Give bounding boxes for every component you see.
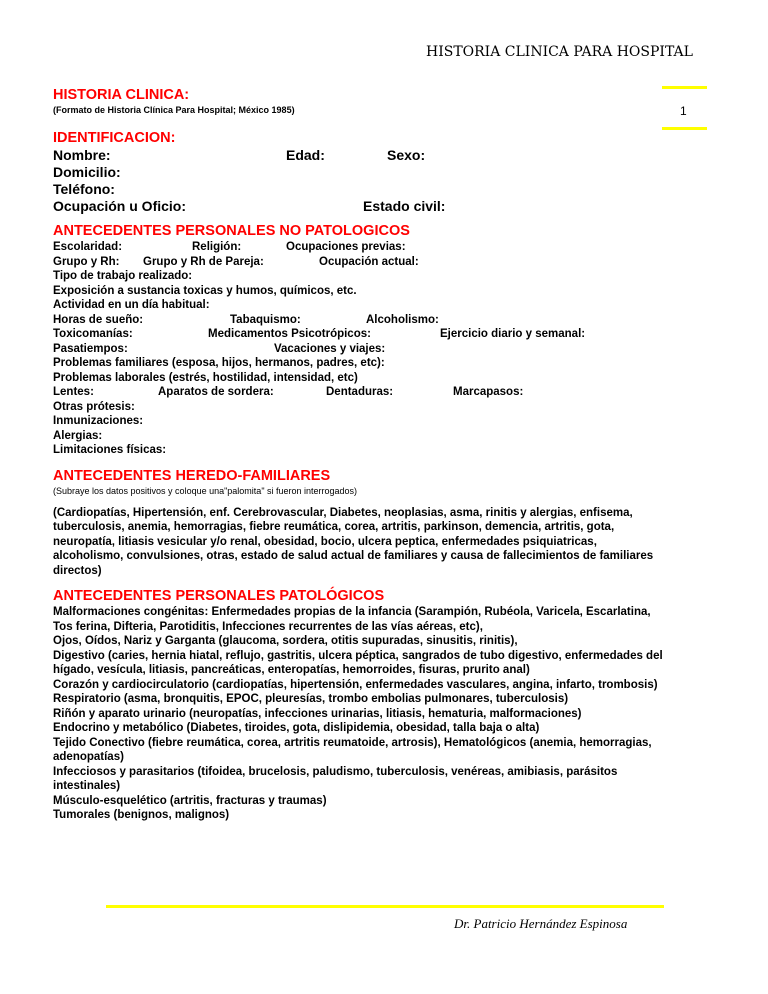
heredo-body: (Cardiopatías, Hipertensión, enf. Cerebrovascular, Diabetes, neoplasias, asma, rinitis y alergias, enfisema, tuberculosis, anemia, hemorragias, fiebre reumática, corea, artritis, parkinson, demencia, artritis, gota, neuropatía, litiasis vesicular y/o renal, obesidad, bocio, ulcera peptica, enfermedades psiquiatricas, alcoholismo, convulsiones, otras, estado de salud actual de familiares y causa de fallecimientos de familiares directos) (53, 506, 654, 577)
document-body (53, 87, 663, 823)
patologicos-item: Respiratorio (asma, bronquitis, EPOC, pleuresías, trombo embolias pulmonares, tuberculosis) (53, 693, 569, 705)
patologicos-item: Endocrino y metabólico (Diabetes, tiroides, gota, dislipidemia, obesidad, talla baja o alta) (53, 722, 540, 734)
heredo-title: ANTECEDENTES HEREDO-FAMILIARES (53, 467, 331, 484)
nombre-label: Nombre: (53, 147, 111, 163)
horas-sueno-label: Horas de sueño: (53, 313, 144, 326)
page-number: 1 (680, 104, 687, 118)
problemas-familiares-label: Problemas familiares (esposa, hijos, hermanos, padres, etc): (53, 357, 385, 369)
inmunizaciones-label: Inmunizaciones: (53, 415, 144, 427)
alergias-label: Alergias: (53, 429, 103, 442)
dentaduras-label: Dentaduras: (326, 386, 394, 398)
patologicos-item: Corazón y cardiocirculatorio (cardiopatías, hipertensión, enfermedades vasculares, angina, infarto, trombosis) (53, 678, 658, 691)
patologicos-item: Ojos, Oídos, Nariz y Garganta (glaucoma, sordera, otitis supuradas, sinusitis, rinitis), (53, 635, 518, 647)
no-patologicos-title: ANTECEDENTES PERSONALES NO PATOLOGICOS (53, 223, 410, 239)
aparatos-sordera-label: Aparatos de sordera: (158, 386, 274, 398)
np-line-escolaridad (53, 240, 663, 255)
tabaquismo-label: Tabaquismo: (230, 313, 301, 326)
patologicos-title: ANTECEDENTES PERSONALES PATOLÓGICOS (53, 588, 385, 604)
id-line-nombre (53, 147, 663, 164)
np-line-toxicomanias (53, 327, 663, 342)
alcoholismo-label: Alcoholismo: (366, 313, 439, 326)
np-line-pasatiempos (53, 342, 663, 357)
toxicomanias-label: Toxicomanías: (53, 328, 133, 340)
pasatiempos-label: Pasatiempos: (53, 342, 128, 355)
lentes-label: Lentes: (53, 386, 94, 398)
vacaciones-label: Vacaciones y viajes: (274, 342, 386, 355)
np-line-habitos (53, 313, 663, 328)
footer-accent-line (106, 905, 664, 908)
np-line-protesis (53, 385, 663, 400)
ocupacion-label: Ocupación u Oficio: (53, 198, 187, 214)
ejercicio-label: Ejercicio diario y semanal: (440, 328, 586, 340)
actividad-label: Actividad en un día habitual: (53, 299, 210, 311)
patologicos-item: Músculo-esquelético (artritis, fracturas y traumas) (53, 794, 327, 807)
id-line-ocupacion (53, 198, 663, 215)
marcapasos-label: Marcapasos: (453, 386, 524, 398)
np-line-grupo (53, 255, 663, 270)
footer-author: Dr. Patricio Hernández Espinosa (454, 916, 628, 931)
header-accent-line-bottom (662, 127, 707, 130)
historia-title: HISTORIA CLINICA: (53, 87, 190, 103)
header-accent-line-top (662, 86, 707, 89)
religion-label: Religión: (192, 241, 242, 253)
otras-protesis-label: Otras prótesis: (53, 400, 135, 413)
patologicos-item: Digestivo (caries, hernia hiatal, reflujo, gastritis, ulcera péptica, sangrados de tubo digestivo, enfermedades del hígado, vesícula, litiasis, pancreáticas, enteropatías, hemorroides, fisuras, prurito anal) (53, 649, 663, 676)
identificacion-title: IDENTIFICACION: (53, 130, 176, 146)
ocupaciones-previas-label: Ocupaciones previas: (286, 241, 406, 253)
patologicos-item: Malformaciones congénitas: Enfermedades propias de la infancia (Sarampión, Rubéola, Varicela, Escarlatina, Tos ferina, Difteria, Parotiditis, Infecciones recurrentes de las vías aéreas, etc), (53, 606, 651, 633)
tipo-trabajo-label: Tipo de trabajo realizado: (53, 270, 193, 282)
estado-civil-label: Estado civil: (363, 198, 446, 214)
problemas-laborales-label: Problemas laborales (estrés, hostilidad, intensidad, etc) (53, 371, 358, 384)
ocupacion-actual-label: Ocupación actual: (319, 255, 419, 268)
historia-subtitle: (Formato de Historia Clínica Para Hospital; México 1985) (53, 105, 295, 115)
psicotropicos-label: Medicamentos Psicotrópicos: (208, 328, 371, 340)
limitaciones-label: Limitaciones físicas: (53, 444, 167, 456)
patologicos-item: Tejido Conectivo (fiebre reumática, corea, artritis reumatoide, artrosis), Hematológicos (anemia, hemorragias, adenopatías) (53, 736, 652, 763)
telefono-label: Teléfono: (53, 181, 115, 197)
patologicos-item: Tumorales (benignos, malignos) (53, 809, 230, 821)
escolaridad-label: Escolaridad: (53, 241, 123, 253)
grupo-rh-pareja-label: Grupo y Rh de Pareja: (143, 255, 264, 268)
patologicos-item: Infecciosos y parasitarios (tifoidea, brucelosis, paludismo, tuberculosis, venéreas, amibiasis, parásitos intestinales) (53, 765, 618, 792)
domicilio-label: Domicilio: (53, 164, 121, 180)
heredo-note: (Subraye los datos positivos y coloque una"palomita" si fueron interrogados) (53, 485, 358, 496)
grupo-rh-label: Grupo y Rh: (53, 255, 120, 268)
edad-label: Edad: (286, 147, 325, 163)
sexo-label: Sexo: (387, 147, 426, 163)
patologicos-item: Riñón y aparato urinario (neuropatías, infecciones urinarias, litiasis, hematuria, malformaciones) (53, 707, 582, 720)
document-header-title: HISTORIA CLINICA PARA HOSPITAL (426, 44, 693, 60)
exposicion-label: Exposición a sustancia toxicas y humos, químicos, etc. (53, 284, 357, 297)
